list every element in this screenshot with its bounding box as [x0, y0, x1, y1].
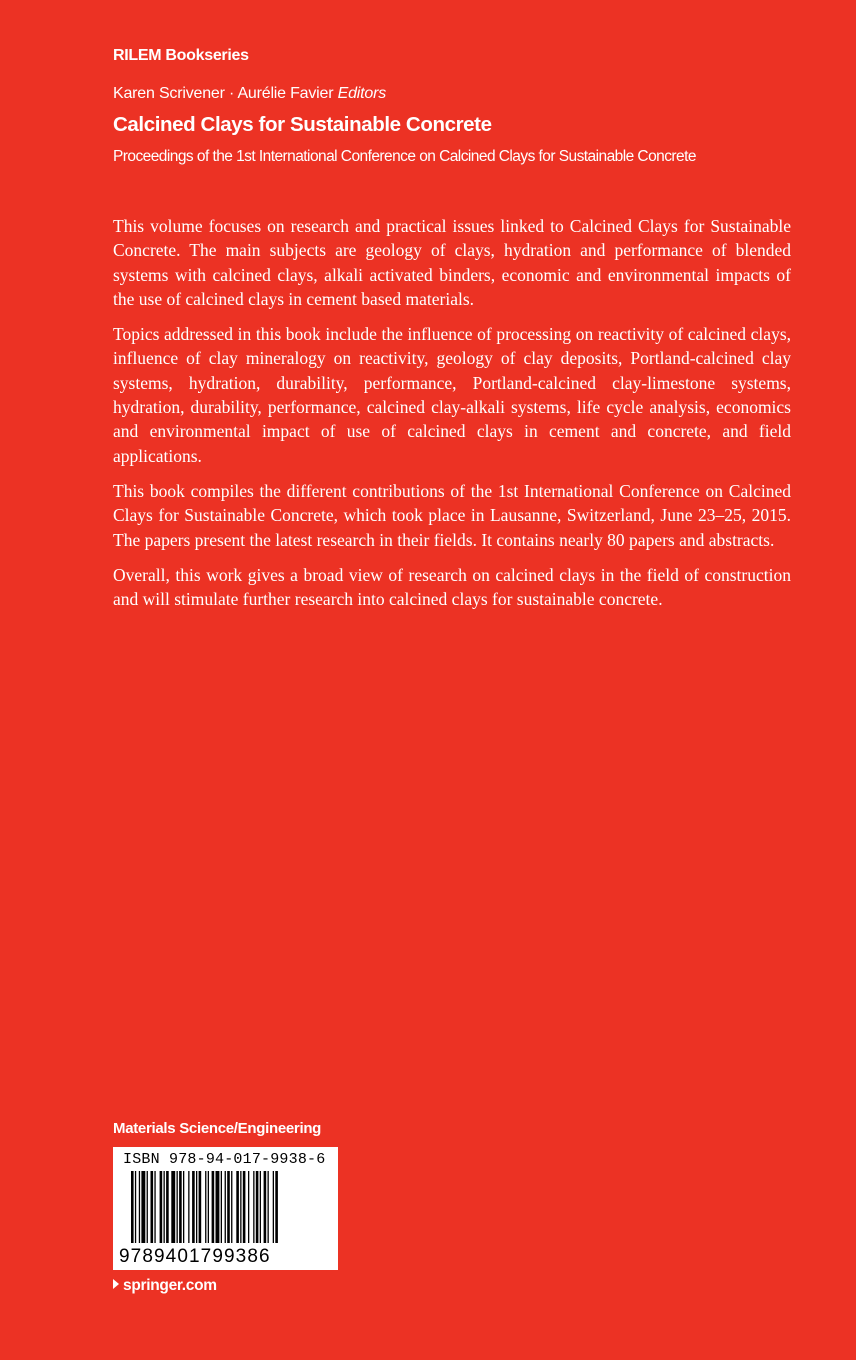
description-paragraph: Topics addressed in this book include the influence of processing on reactivity of calcined clays, influence of clay mineralogy on reactivity, geology of clay deposits, Portland-calcined clay systems, hydration, durability, performance, Portland-calcined clay-limestone systems, hydration, durability, performance, calcined clay-alkali systems, life cycle analysis, economics and environmental impact of use of calcined clays in cement and concrete, and field applications. — [113, 324, 791, 466]
book-description — [113, 214, 791, 622]
barcode-bar — [160, 1171, 163, 1243]
barcode-bar — [273, 1171, 274, 1243]
barcode-bar — [256, 1171, 259, 1243]
barcode-bar — [212, 1171, 215, 1243]
barcode-bar — [179, 1171, 182, 1243]
barcode-bar — [164, 1171, 165, 1243]
barcode-bar — [248, 1171, 249, 1243]
barcode-bar — [208, 1171, 209, 1243]
isbn-text: ISBN 978-94-017-9938-6 — [123, 1151, 326, 1168]
barcode-bar — [188, 1171, 189, 1243]
barcode-bar — [166, 1171, 169, 1243]
subject-category: Materials Science/Engineering — [113, 1120, 322, 1137]
barcode-bar — [147, 1171, 148, 1243]
editor-names: Karen Scrivener · Aurélie Favier — [113, 85, 334, 102]
barcode-bar — [196, 1171, 197, 1243]
barcode-bar — [141, 1171, 145, 1243]
barcode-bar — [225, 1171, 226, 1243]
barcode-bar — [216, 1171, 220, 1243]
barcode-bar — [236, 1171, 239, 1243]
book-subtitle: Proceedings of the 1st International Conference on Calcined Clays for Sustainable Concrete — [113, 148, 696, 165]
editors-line — [113, 85, 386, 103]
barcode-bar — [131, 1171, 134, 1243]
barcode-bar — [268, 1171, 269, 1243]
book-title: Calcined Clays for Sustainable Concrete — [113, 113, 492, 136]
barcode-digits: 9789401799386 — [119, 1246, 271, 1267]
editors-role: Editors — [337, 85, 387, 102]
barcode-bar — [264, 1171, 267, 1243]
barcode-bar — [231, 1171, 232, 1243]
barcode-bar — [260, 1171, 261, 1243]
publisher-link[interactable] — [113, 1277, 217, 1295]
barcode-bar — [243, 1171, 246, 1243]
barcode-bar — [151, 1171, 154, 1243]
barcode-bar — [177, 1171, 178, 1243]
barcode-bars — [131, 1171, 321, 1253]
barcode-bar — [139, 1171, 140, 1243]
barcode-bar — [183, 1171, 184, 1243]
arrow-right-icon — [113, 1279, 119, 1289]
barcode-bar — [154, 1171, 155, 1243]
barcode-bar — [192, 1171, 195, 1243]
barcode-bar — [205, 1171, 206, 1243]
barcode-bar — [275, 1171, 278, 1243]
series-name: RILEM Bookseries — [113, 47, 249, 64]
barcode-bar — [221, 1171, 222, 1243]
barcode-bar — [199, 1171, 202, 1243]
publisher-website: springer.com — [123, 1277, 217, 1294]
barcode — [113, 1147, 338, 1270]
description-paragraph: This book compiles the different contributions of the 1st International Conference on Calcined Clays for Sustainable Concrete, which took place in Lausanne, Switzerland, June 23–25, 2015. The papers present the latest research in their fields. It contains nearly 80 papers and abstracts. — [113, 480, 791, 550]
barcode-bar — [253, 1171, 254, 1243]
barcode-bar — [171, 1171, 175, 1243]
barcode-bar — [227, 1171, 230, 1243]
barcode-bar — [240, 1171, 241, 1243]
barcode-bar — [135, 1171, 136, 1243]
description-paragraph: Overall, this work gives a broad view of research on calcined clays in the field of construction and will stimulate further research into calcined clays for sustainable concrete. — [113, 564, 791, 610]
description-paragraph: This volume focuses on research and practical issues linked to Calcined Clays for Sustainable Concrete. The main subjects are geology of clays, hydration and performance of blended systems with calcined clays, alkali activated binders, economic and environmental impacts of the use of calcined clays in cement based materials. — [113, 216, 791, 309]
